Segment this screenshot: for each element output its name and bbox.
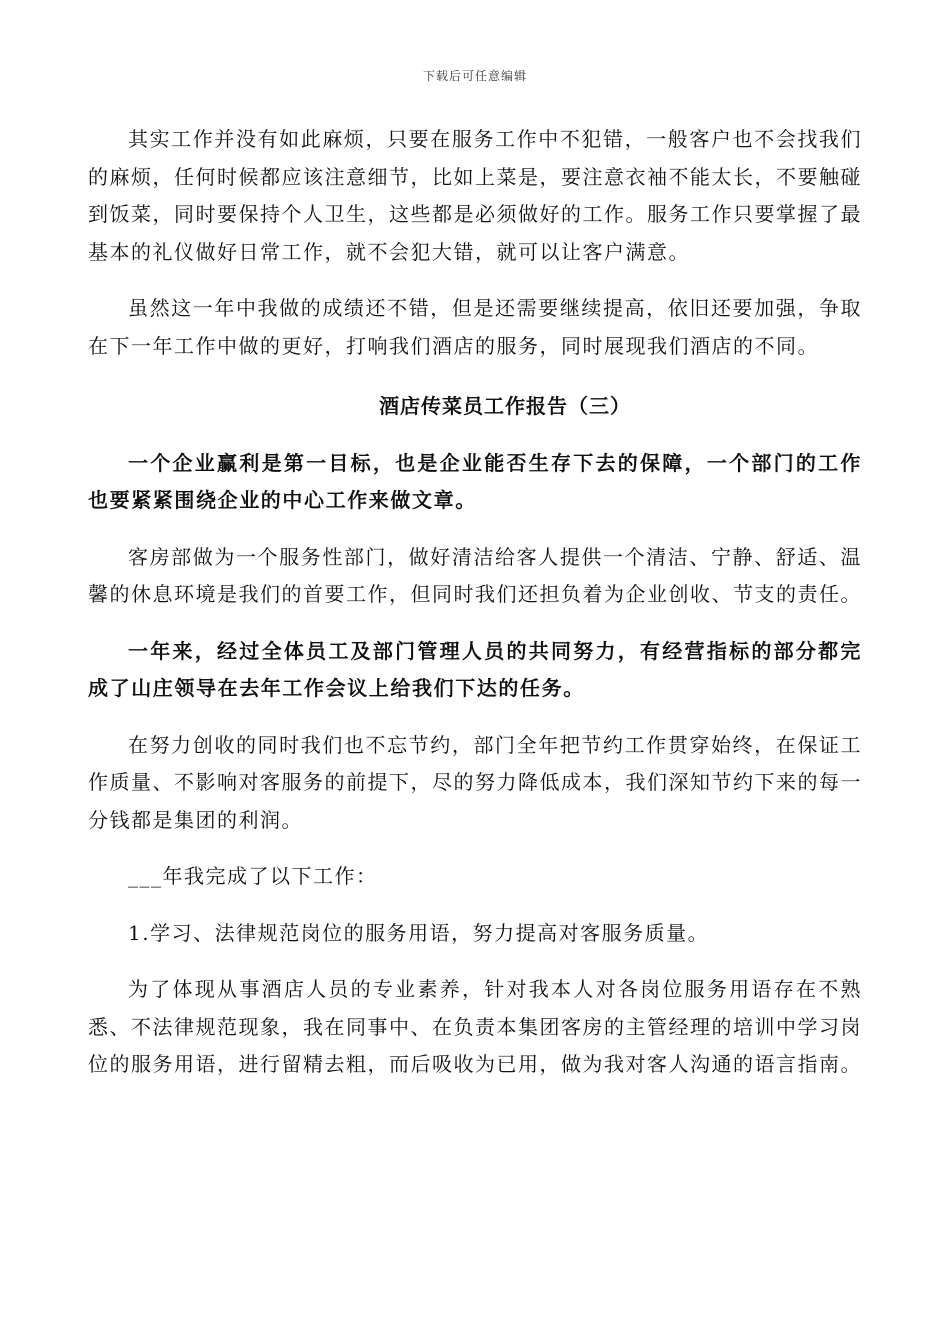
paragraph-4: 在努力创收的同时我们也不忘节约，部门全年把节约工作贯穿始终，在保证工作质量、不影响对客服务的前提下，尽的努力降低成本，我们深知节约下来的每一分钱都是集团的利润。 <box>88 732 862 832</box>
paragraph-3: 客房部做为一个服务性部门，做好清洁给客人提供一个清洁、宁静、舒适、温馨的休息环境是我们的首要工作，但同时我们还担负着为企业创收、节支的责任。 <box>88 544 862 606</box>
paragraph-5: ___年我完成了以下工作： <box>128 864 378 888</box>
header-note: 下载后可任意编辑 <box>422 69 527 83</box>
section-title: 酒店传菜员工作报告（三） <box>379 394 631 418</box>
paragraph-2: 虽然这一年中我做的成绩还不错，但是还需要继续提高，依旧还要加强，争取在下一年工作中做的更好，打响我们酒店的服务，同时展现我们酒店的不同。 <box>88 296 862 358</box>
list-item-1: 1.学习、法律规范岗位的服务用语，努力提高对客服务质量。 <box>128 920 710 945</box>
bold-paragraph-1: 一个企业赢利是第一目标，也是企业能否生存下去的保障，一个部门的工作也要紧紧围绕企业的中心工作来做文章。 <box>88 450 862 512</box>
paragraph-6: 为了体现从事酒店人员的专业素养，针对我本人对各岗位服务用语存在不熟悉、不法律规范现象，我在同事中、在负责本集团客房的主管经理的培训中学习岗位的服务用语，进行留精去粗，而后吸收为已用，做为我对客人沟通的语言指南。 <box>88 977 862 1076</box>
document-body <box>88 121 862 1084</box>
paragraph-1: 其实工作并没有如此麻烦，只要在服务工作中不犯错，一般客户也不会找我们的麻烦，任何时候都应该注意细节，比如上菜是，要注意衣袖不能太长，不要触碰到饭菜，同时要保持个人卫生，这些都是必须做好的工作。服务工作只要掌握了最基本的礼仪做好日常工作，就不会犯大错，就可以让客户满意。 <box>88 127 862 264</box>
bold-paragraph-2: 一年来，经过全体员工及部门管理人员的共同努力，有经营指标的部分都完成了山庄领导在去年工作会议上给我们下达的任务。 <box>88 638 862 700</box>
